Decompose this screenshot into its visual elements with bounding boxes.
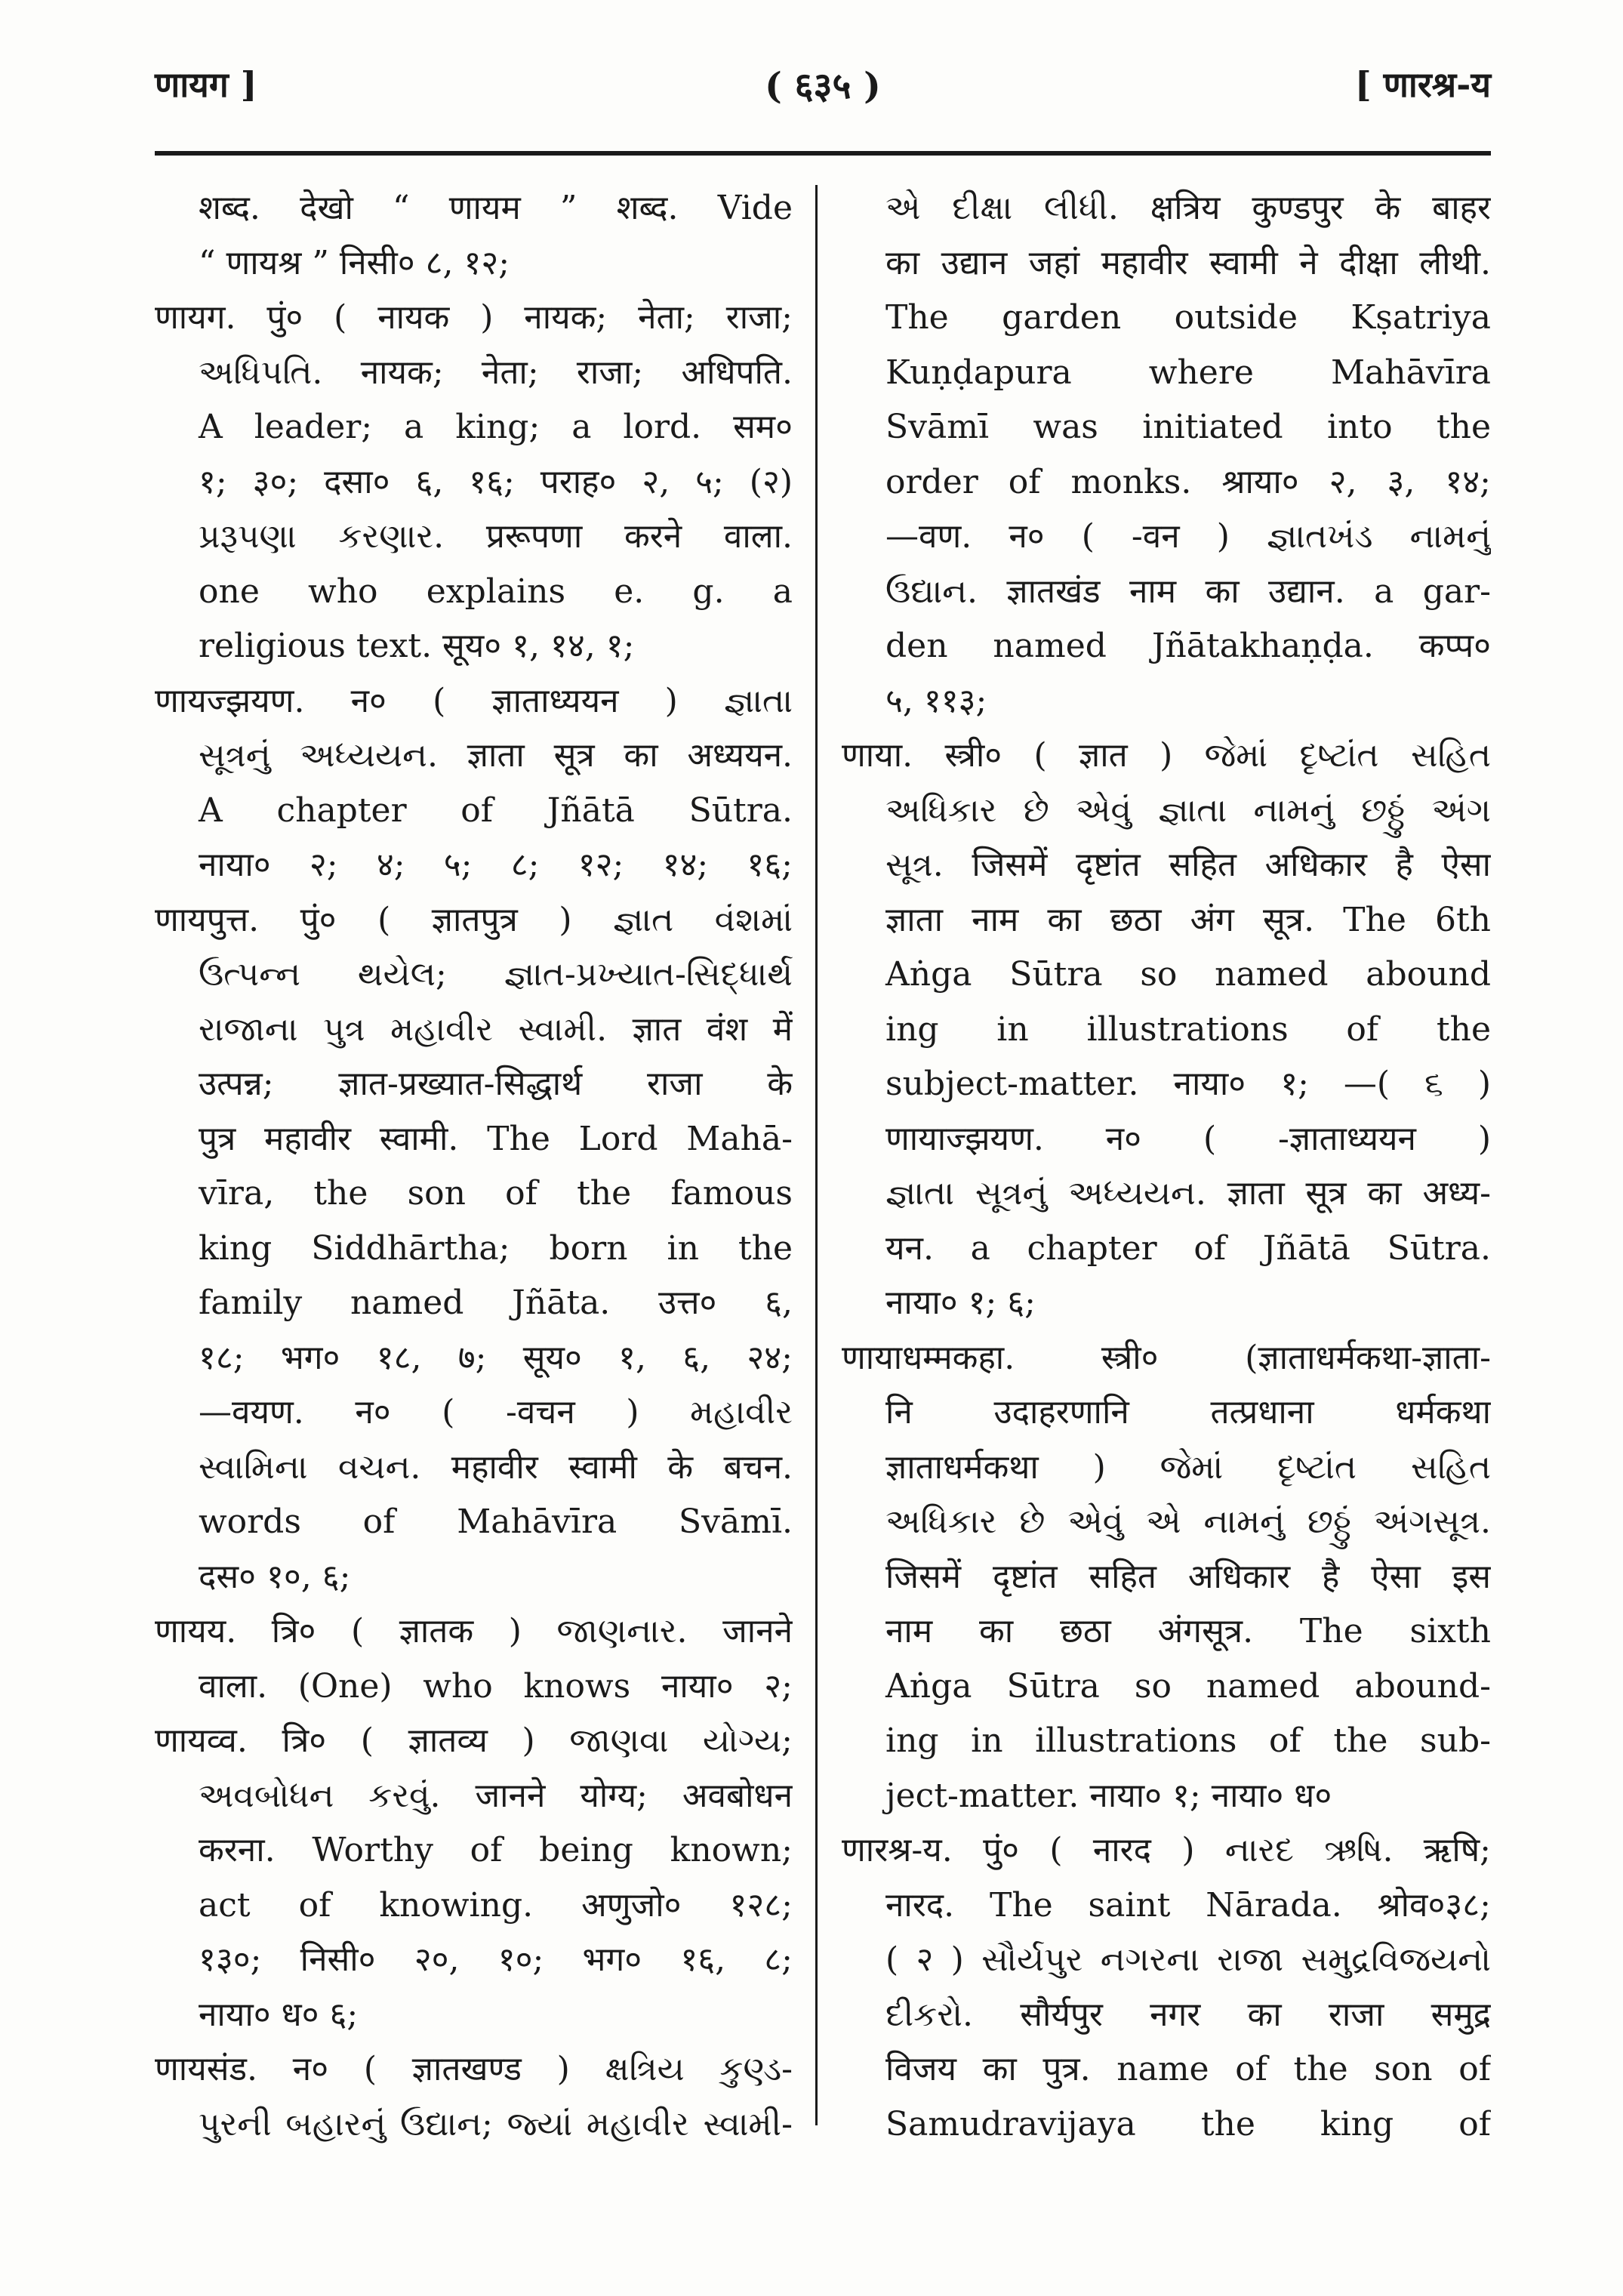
text-line: नाया० २; ४; ५; ८; १२; १४; १६; — [199, 846, 793, 884]
text-line: नाया० १; ६; — [885, 1284, 1036, 1322]
text-line: उत्पन्न; ज्ञात-प्रख्यात-सिद्धार्थ राजा के — [199, 1065, 793, 1103]
text-line: जिसमें दृष्टांत सहित अधिकार है ऐसा इस — [885, 1557, 1491, 1596]
text-line: पुत्र महावीर स्वामी. The Lord Mahā- — [199, 1119, 793, 1158]
text-line: करना. Worthy of being known; — [199, 1831, 793, 1869]
text-line: नाया० ध० ६; — [199, 1995, 359, 2034]
text-line: એ દીક્ષા લીધી. क्षत्रिय कुण्डपुर के बाहर — [885, 189, 1491, 227]
text-line: १३०; निसी० २०, १०; भग० १६, ८; — [199, 1940, 793, 1979]
text-line: અવબોધન કરવું. जानने योग्य; अवबोधन — [199, 1776, 793, 1815]
text-line: “ णायश्र ” निसी० ८, १२; — [199, 243, 510, 282]
text-line: ing in illustrations of the sub- — [885, 1721, 1491, 1760]
text-line: ઉત્પન્ન થયેલ; જ્ઞાત-પ્રખ્યાત-સિદ્ધાર્થ — [199, 955, 793, 994]
text-line: णायव्व. त्रि० ( ज्ञातव्य ) જાણવા યોગ્ય; — [155, 1721, 793, 1760]
text-line: family named Jñāta. उत्त० ६, — [199, 1284, 793, 1322]
text-line: ing in illustrations of the — [885, 1009, 1491, 1049]
text-line: The garden outside Kṣatriya — [885, 298, 1491, 337]
text-line: પુરની બહારનું ઉદ્યાન; જ્યાં મહાવીર સ્વામી- — [199, 2104, 793, 2143]
text-line: दस० १०, ६; — [199, 1557, 351, 1596]
text-line: णायाज्झयण. न० ( -ज्ञाताध्ययन ) — [885, 1119, 1491, 1158]
text-line: order of monks. श्राया० २, ३, १४; — [885, 462, 1491, 501]
text-line: —वयण. न० ( -वचन ) મહાવીર — [199, 1393, 793, 1432]
text-line: રાજાના પુત્ર મહાવીર સ્વામી. ज्ञात वंश में — [199, 1009, 793, 1049]
text-line: પ્રરૂપણા કરણાર. प्ररूपणा करने वाला. — [199, 517, 793, 556]
text-line: Aṅga Sūtra so named abound — [885, 955, 1491, 994]
text-line: words of Mahāvīra Svāmī. — [199, 1502, 793, 1541]
text-line: one who explains e. g. a — [199, 572, 793, 611]
text-line: णारश्र-य. पुं० ( नारद ) નારદ ઋષિ. ऋषि; — [842, 1831, 1491, 1869]
text-line: णायय. त्रि० ( ज्ञातक ) જાણનાર. जानने — [155, 1612, 793, 1650]
text-line: સ્વામિના વચન. महावीर स्वामी के बचन. — [199, 1447, 793, 1487]
text-line: नारद. The saint Nārada. श्रोव०३८; — [885, 1885, 1491, 1925]
text-line: १८; भग० १८, ७; सूय० १, ६, २४; — [199, 1338, 793, 1377]
right-column — [842, 181, 1491, 2152]
text-line: અધિકાર છે એવું એ નામનું છઠ્ઠું અંગસૂત્ર. — [885, 1502, 1491, 1541]
page-header — [155, 60, 1491, 113]
text-line: णायज्झयण. न० ( ज्ञाताध्ययन ) જ્ઞાતા — [155, 681, 793, 720]
text-line: સૂત્ર. जिसमें दृष्टांत सहित अधिकार है ऐसा — [885, 846, 1491, 884]
text-line: वाला. (One) who knows नाया० २; — [199, 1666, 793, 1706]
page-number: ( ६३५ ) — [765, 65, 881, 107]
column-divider — [815, 185, 818, 2125]
text-line: act of knowing. अणुजो० १२८; — [199, 1885, 793, 1925]
text-line: ज्ञाता नाम का छठा अंग सूत्र. The 6th — [885, 900, 1491, 939]
text-line: A leader; a king; a lord. सम० — [199, 408, 793, 446]
text-line: A chapter of Jñātā Sūtra. — [199, 791, 793, 830]
text-line: णायपुत्त. पुं० ( ज्ञातपुत्र ) જ્ઞાત વંશમાં — [155, 900, 793, 939]
text-line: religious text. सूय० १, १४, १; — [199, 627, 635, 665]
text-line: અધિપતિ. नायक; नेता; राजा; अधिपति. — [199, 353, 793, 392]
text-line: સૂત્રનું અધ્યયન. ज्ञाता सूत्र का अध्ययन. — [199, 736, 793, 775]
text-line: Kuṇḍapura where Mahāvīra — [885, 353, 1491, 392]
text-line: १; ३०; दसा० ६, १६; पराह० २, ५; (२) — [199, 462, 793, 501]
header-rule — [155, 151, 1491, 156]
text-line: subject-matter. नाया० १; —( ૬ ) — [885, 1065, 1491, 1103]
text-line: જ્ઞાતા સૂત્રનું અધ્યયન. ज्ञाता सूत्र का अध्य- — [885, 1174, 1491, 1213]
text-line: यन. a chapter of Jñātā Sūtra. — [885, 1228, 1491, 1268]
text-line: शब्द. देखो “ णायम ” शब्द. Vide — [199, 189, 793, 227]
text-line: ject-matter. नाया० १; नाया० ध० — [885, 1776, 1332, 1815]
text-line: विजय का पुत्र. name of the son of — [885, 2050, 1491, 2088]
text-line: णायाधम्मकहा. स्त्री० (ज्ञाताधर्मकथा-ज्ञाता- — [842, 1338, 1491, 1377]
text-line: ( २ ) સૌર્યપુર નગરના રાજા સમુદ્રવિજયનો — [885, 1940, 1491, 1979]
text-line: અધિકાર છે એવું જ્ઞાતા નામનું છઠ્ઠું અંગ — [885, 791, 1491, 830]
text-line: king Siddhārtha; born in the — [199, 1228, 793, 1268]
text-line: ज्ञाताधर्मकथा ) જેમાં દૃષ્ટાંત સહિત — [885, 1447, 1491, 1487]
text-line: नि उदाहरणानि तत्प्रधाना धर्मकथा — [885, 1393, 1491, 1432]
text-line: ઉદ્યાન. ज्ञातखंड नाम का उद्यान. a gar- — [885, 572, 1491, 611]
text-line: णायग. पुं० ( नायक ) नायक; नेता; राजा; — [155, 298, 793, 337]
text-line: Svāmī was initiated into the — [885, 408, 1491, 446]
text-line: ५, ११३; — [885, 681, 987, 720]
text-line: का उद्यान जहां महावीर स्वामी ने दीक्षा लीथी. — [885, 243, 1491, 282]
text-line: દીકરો. सौर्यपुर नगर का राजा समुद्र — [885, 1995, 1491, 2034]
text-line: den named Jñātakhaṇḍa. कप्प० — [885, 627, 1491, 665]
text-line: नाम का छठा अंगसूत्र. The sixth — [885, 1612, 1491, 1650]
text-line: —वण. न० ( -वन ) જ્ઞાતખંડ નામનું — [885, 517, 1491, 556]
text-line: णाया. स्त्री० ( ज्ञात ) જેમાં દૃષ્ટાંત સહિત — [842, 736, 1491, 775]
text-line: Samudravijaya the king of — [885, 2104, 1491, 2143]
text-line: णायसंड. न० ( ज्ञातखण्ड ) ક્ષત્રિય કુણ્ડ- — [155, 2050, 793, 2088]
header-right-guideword: [ णारश्र-य — [1354, 64, 1491, 105]
left-column — [155, 181, 793, 2152]
text-line: vīra, the son of the famous — [199, 1174, 793, 1213]
header-left-guideword: णायग ] — [155, 64, 257, 105]
text-line: Aṅga Sūtra so named abound- — [885, 1666, 1491, 1706]
